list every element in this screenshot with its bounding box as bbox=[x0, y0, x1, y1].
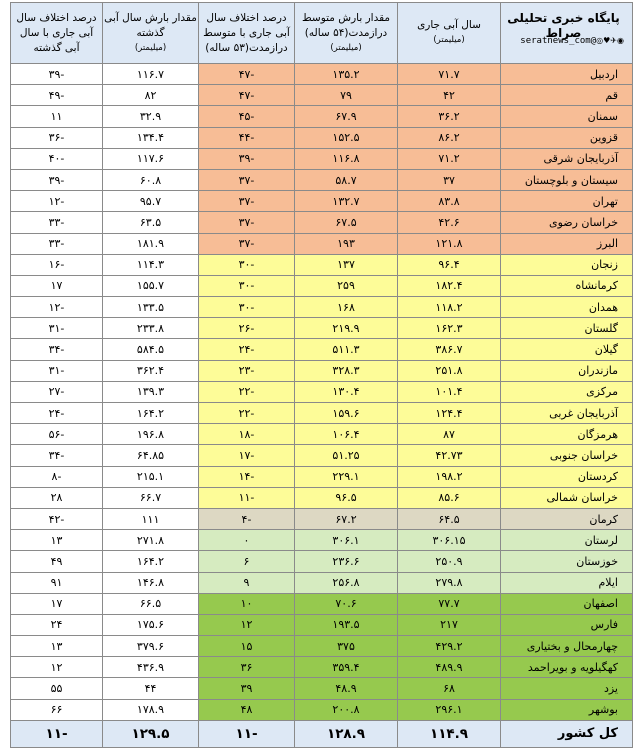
long-term-average-cell: ۱۵۲.۵ bbox=[295, 127, 398, 148]
diff-previous-cell: -۵۶ bbox=[11, 424, 103, 445]
long-term-average-cell: ۷۰.۶ bbox=[295, 593, 398, 614]
table-row bbox=[11, 572, 633, 593]
previous-year-cell: ۹۵.۷ bbox=[103, 191, 199, 212]
table-row bbox=[11, 212, 633, 233]
diff-previous-cell: ۲۴ bbox=[11, 614, 103, 635]
diff-average-cell: -۱۱ bbox=[199, 487, 295, 508]
current-year-cell: ۸۳.۸ bbox=[398, 191, 501, 212]
table-row bbox=[11, 275, 633, 296]
long-term-average-cell: ۱۹۳.۵ bbox=[295, 614, 398, 635]
previous-year-cell: ۱۳۹.۳ bbox=[103, 381, 199, 402]
current-year-cell: ۱۹۸.۲ bbox=[398, 466, 501, 487]
province-cell: اردبیل bbox=[501, 64, 633, 85]
current-year-cell: ۲۵۰.۹ bbox=[398, 551, 501, 572]
long-term-average-cell: ۶۷.۵ bbox=[295, 212, 398, 233]
table-row bbox=[11, 381, 633, 402]
table-row bbox=[11, 318, 633, 339]
diff-previous-cell: -۳۳ bbox=[11, 233, 103, 254]
diff-average-cell: -۴۷ bbox=[199, 64, 295, 85]
long-term-average-cell: ۵۱۱.۳ bbox=[295, 339, 398, 360]
long-term-average-cell: ۲۲۹.۱ bbox=[295, 466, 398, 487]
previous-year-cell: ۱۱۷.۶ bbox=[103, 148, 199, 169]
current-year-cell: ۱۱۸.۲ bbox=[398, 297, 501, 318]
previous-year-cell: ۶۶.۷ bbox=[103, 487, 199, 508]
province-cell: سیستان و بلوچستان bbox=[501, 169, 633, 190]
province-header bbox=[501, 3, 633, 64]
diff-average-cell: ۳۶ bbox=[199, 657, 295, 678]
table-row bbox=[11, 85, 633, 106]
table-row bbox=[11, 593, 633, 614]
province-cell: گلستان bbox=[501, 318, 633, 339]
diff-previous-cell: -۳۴ bbox=[11, 339, 103, 360]
rainfall-table bbox=[10, 2, 633, 748]
long-term-average-cell: ۱۰۶.۴ bbox=[295, 424, 398, 445]
long-term-average-cell: ۱۳۰.۴ bbox=[295, 381, 398, 402]
table-row bbox=[11, 403, 633, 424]
diff-average-cell: -۳۹ bbox=[199, 148, 295, 169]
previous-year-cell: ۱۴۶.۸ bbox=[103, 572, 199, 593]
province-cell: بوشهر bbox=[501, 699, 633, 720]
current-year-cell: ۳۸۶.۷ bbox=[398, 339, 501, 360]
long-term-average-cell: ۳۰۶.۱ bbox=[295, 530, 398, 551]
province-cell: البرز bbox=[501, 233, 633, 254]
table-row bbox=[11, 699, 633, 720]
diff-previous-cell: -۲۷ bbox=[11, 381, 103, 402]
previous-year-cell: ۶۰.۸ bbox=[103, 169, 199, 190]
current-year-cell: ۳۶.۲ bbox=[398, 106, 501, 127]
current-year-cell: ۶۸ bbox=[398, 678, 501, 699]
long-term-average-cell: ۲۳۶.۶ bbox=[295, 551, 398, 572]
province-cell: آذربایجان شرقی bbox=[501, 148, 633, 169]
table-row bbox=[11, 64, 633, 85]
current-year-cell: ۲۹۶.۱ bbox=[398, 699, 501, 720]
header-previous-year-unit: (میلیمتر) bbox=[134, 42, 167, 53]
province-cell: مرکزی bbox=[501, 381, 633, 402]
previous-year-cell: ۱۱۴.۳ bbox=[103, 254, 199, 275]
province-cell: خراسان رضوی bbox=[501, 212, 633, 233]
previous-year-cell: ۶۶.۵ bbox=[103, 593, 199, 614]
province-cell: اصفهان bbox=[501, 593, 633, 614]
header-diff-average bbox=[199, 3, 295, 64]
diff-previous-cell: -۱۲ bbox=[11, 191, 103, 212]
current-year-cell: ۴۲۹.۲ bbox=[398, 636, 501, 657]
diff-previous-cell: -۳۹ bbox=[11, 169, 103, 190]
previous-year-cell: ۵۸۴.۵ bbox=[103, 339, 199, 360]
table-row bbox=[11, 339, 633, 360]
total-current: ۱۱۴.۹ bbox=[398, 720, 501, 747]
current-year-cell: ۷۷.۷ bbox=[398, 593, 501, 614]
header-current-year-unit: (میلیمتر) bbox=[433, 35, 465, 45]
diff-average-cell: -۳۰ bbox=[199, 275, 295, 296]
province-cell: قم bbox=[501, 85, 633, 106]
diff-previous-cell: -۴۰ bbox=[11, 148, 103, 169]
table-row bbox=[11, 169, 633, 190]
table-row bbox=[11, 148, 633, 169]
header-long-term-average-text: مقدار بارش متوسط درازمدت(۵۴ ساله) bbox=[301, 11, 391, 39]
long-term-average-cell: ۲۵۹ bbox=[295, 275, 398, 296]
long-term-average-cell: ۱۹۳ bbox=[295, 233, 398, 254]
previous-year-cell: ۶۴.۸۵ bbox=[103, 445, 199, 466]
current-year-cell: ۳۰۶.۱۵ bbox=[398, 530, 501, 551]
header-previous-year bbox=[103, 3, 199, 64]
province-cell: هرمزگان bbox=[501, 424, 633, 445]
province-cell: خوزستان bbox=[501, 551, 633, 572]
long-term-average-cell: ۷۹ bbox=[295, 85, 398, 106]
total-diff-previous: -۱۱ bbox=[11, 720, 103, 747]
diff-average-cell: -۲۲ bbox=[199, 381, 295, 402]
header-current-year-text: سال آبی جاری bbox=[417, 19, 481, 31]
current-year-cell: ۴۲.۶ bbox=[398, 212, 501, 233]
diff-previous-cell: ۵۵ bbox=[11, 678, 103, 699]
diff-previous-cell: ۴۹ bbox=[11, 551, 103, 572]
current-year-cell: ۳۷ bbox=[398, 169, 501, 190]
province-cell: کرمان bbox=[501, 508, 633, 529]
table-row bbox=[11, 530, 633, 551]
previous-year-cell: ۲۱۵.۱ bbox=[103, 466, 199, 487]
diff-previous-cell: -۱۲ bbox=[11, 297, 103, 318]
table-row bbox=[11, 360, 633, 381]
province-cell: زنجان bbox=[501, 254, 633, 275]
table-row bbox=[11, 233, 633, 254]
previous-year-cell: ۳۲.۹ bbox=[103, 106, 199, 127]
table-row bbox=[11, 551, 633, 572]
long-term-average-cell: ۱۶۸ bbox=[295, 297, 398, 318]
province-cell: سمنان bbox=[501, 106, 633, 127]
table-row bbox=[11, 657, 633, 678]
previous-year-cell: ۳۷۹.۶ bbox=[103, 636, 199, 657]
previous-year-cell: ۱۳۴.۴ bbox=[103, 127, 199, 148]
diff-previous-cell: ۱۷ bbox=[11, 275, 103, 296]
current-year-cell: ۱۸۲.۴ bbox=[398, 275, 501, 296]
previous-year-cell: ۴۴ bbox=[103, 678, 199, 699]
previous-year-cell: ۱۷۵.۶ bbox=[103, 614, 199, 635]
diff-previous-cell: -۳۴ bbox=[11, 445, 103, 466]
table-row bbox=[11, 678, 633, 699]
long-term-average-cell: ۶۷.۹ bbox=[295, 106, 398, 127]
diff-average-cell: -۴ bbox=[199, 508, 295, 529]
diff-average-cell: ۴۸ bbox=[199, 699, 295, 720]
long-term-average-cell: ۱۵۹.۶ bbox=[295, 403, 398, 424]
diff-previous-cell: -۳۱ bbox=[11, 360, 103, 381]
total-diff-average: -۱۱ bbox=[199, 720, 295, 747]
province-cell: خراسان شمالی bbox=[501, 487, 633, 508]
diff-previous-cell: -۳۹ bbox=[11, 64, 103, 85]
diff-previous-cell: ۲۸ bbox=[11, 487, 103, 508]
brand-handle-line bbox=[520, 33, 626, 49]
diff-average-cell: -۱۷ bbox=[199, 445, 295, 466]
diff-average-cell: ۳۹ bbox=[199, 678, 295, 699]
long-term-average-cell: ۲۵۶.۸ bbox=[295, 572, 398, 593]
table-row bbox=[11, 445, 633, 466]
table-row bbox=[11, 424, 633, 445]
table-row bbox=[11, 254, 633, 275]
diff-previous-cell: ۱۷ bbox=[11, 593, 103, 614]
diff-average-cell: -۲۶ bbox=[199, 318, 295, 339]
province-cell: تهران bbox=[501, 191, 633, 212]
diff-average-cell: ۱۲ bbox=[199, 614, 295, 635]
diff-previous-cell: -۳۶ bbox=[11, 127, 103, 148]
header-diff-previous-text: درصد اختلاف سال آبی جاری با سال آبی گذشته bbox=[16, 11, 97, 54]
total-previous: ۱۲۹.۵ bbox=[103, 720, 199, 747]
total-row bbox=[11, 720, 633, 747]
diff-previous-cell: -۳۱ bbox=[11, 318, 103, 339]
header-previous-year-text: مقدار بارش سال آبی گذشته bbox=[104, 11, 197, 39]
previous-year-cell: ۱۶۴.۲ bbox=[103, 551, 199, 572]
table-row bbox=[11, 106, 633, 127]
header-long-term-average bbox=[295, 3, 398, 64]
province-cell: ایلام bbox=[501, 572, 633, 593]
table-row bbox=[11, 127, 633, 148]
previous-year-cell: ۱۱۶.۷ bbox=[103, 64, 199, 85]
current-year-cell: ۴۲ bbox=[398, 85, 501, 106]
current-year-cell: ۷۱.۷ bbox=[398, 64, 501, 85]
total-average: ۱۲۸.۹ bbox=[295, 720, 398, 747]
province-cell: کهگیلویه و بویراحمد bbox=[501, 657, 633, 678]
table-row bbox=[11, 191, 633, 212]
current-year-cell: ۱۲۴.۴ bbox=[398, 403, 501, 424]
current-year-cell: ۱۰۱.۴ bbox=[398, 381, 501, 402]
long-term-average-cell: ۵۱.۲۵ bbox=[295, 445, 398, 466]
diff-average-cell: -۳۷ bbox=[199, 212, 295, 233]
diff-average-cell: -۳۷ bbox=[199, 169, 295, 190]
diff-average-cell: -۲۴ bbox=[199, 339, 295, 360]
province-cell: مازندران bbox=[501, 360, 633, 381]
current-year-cell: ۱۶۲.۳ bbox=[398, 318, 501, 339]
diff-average-cell: -۱۸ bbox=[199, 424, 295, 445]
diff-previous-cell: ۹۱ bbox=[11, 572, 103, 593]
brand-handle: @seratnews_com bbox=[520, 36, 597, 46]
province-cell: یزد bbox=[501, 678, 633, 699]
diff-average-cell: -۴۵ bbox=[199, 106, 295, 127]
current-year-cell: ۱۲۱.۸ bbox=[398, 233, 501, 254]
total-province: کل کشور bbox=[501, 720, 633, 747]
previous-year-cell: ۱۱۱ bbox=[103, 508, 199, 529]
province-cell: گیلان bbox=[501, 339, 633, 360]
long-term-average-cell: ۵۸.۷ bbox=[295, 169, 398, 190]
previous-year-cell: ۱۶۴.۲ bbox=[103, 403, 199, 424]
long-term-average-cell: ۱۳۲.۷ bbox=[295, 191, 398, 212]
current-year-cell: ۴۸۹.۹ bbox=[398, 657, 501, 678]
table-row bbox=[11, 487, 633, 508]
diff-average-cell: ۶ bbox=[199, 551, 295, 572]
diff-previous-cell: ۱۲ bbox=[11, 657, 103, 678]
current-year-cell: ۸۷ bbox=[398, 424, 501, 445]
diff-previous-cell: -۴۲ bbox=[11, 508, 103, 529]
province-cell: کرمانشاه bbox=[501, 275, 633, 296]
long-term-average-cell: ۴۸.۹ bbox=[295, 678, 398, 699]
current-year-cell: ۲۵۱.۸ bbox=[398, 360, 501, 381]
province-cell: همدان bbox=[501, 297, 633, 318]
current-year-cell: ۶۴.۵ bbox=[398, 508, 501, 529]
long-term-average-cell: ۱۱۶.۸ bbox=[295, 148, 398, 169]
rainfall-table-container bbox=[10, 2, 632, 748]
diff-previous-cell: -۱۶ bbox=[11, 254, 103, 275]
current-year-cell: ۲۷۹.۸ bbox=[398, 572, 501, 593]
diff-average-cell: -۳۷ bbox=[199, 233, 295, 254]
previous-year-cell: ۳۶۲.۴ bbox=[103, 360, 199, 381]
current-year-cell: ۸۵.۶ bbox=[398, 487, 501, 508]
previous-year-cell: ۱۳۳.۵ bbox=[103, 297, 199, 318]
previous-year-cell: ۸۲ bbox=[103, 85, 199, 106]
current-year-cell: ۲۱۷ bbox=[398, 614, 501, 635]
previous-year-cell: ۱۷۸.۹ bbox=[103, 699, 199, 720]
table-row bbox=[11, 614, 633, 635]
header-diff-average-text: درصد اختلاف سال آبی جاری با متوسط درازمدت(۵۳ ساله) bbox=[203, 11, 290, 54]
previous-year-cell: ۲۳۳.۸ bbox=[103, 318, 199, 339]
previous-year-cell: ۲۷۱.۸ bbox=[103, 530, 199, 551]
diff-previous-cell: ۱۳ bbox=[11, 636, 103, 657]
diff-average-cell: ۱۵ bbox=[199, 636, 295, 657]
diff-previous-cell: -۲۴ bbox=[11, 403, 103, 424]
long-term-average-cell: ۳۵۹.۴ bbox=[295, 657, 398, 678]
table-row bbox=[11, 297, 633, 318]
diff-average-cell: -۳۰ bbox=[199, 297, 295, 318]
long-term-average-cell: ۱۳۵.۲ bbox=[295, 64, 398, 85]
diff-previous-cell: ۱۳ bbox=[11, 530, 103, 551]
province-cell: آذربایجان غربی bbox=[501, 403, 633, 424]
header-current-year bbox=[398, 3, 501, 64]
diff-previous-cell: ۱۱ bbox=[11, 106, 103, 127]
province-cell: فارس bbox=[501, 614, 633, 635]
province-cell: چهارمحال و بختیاری bbox=[501, 636, 633, 657]
header-row bbox=[11, 3, 633, 64]
diff-average-cell: -۴۴ bbox=[199, 127, 295, 148]
diff-average-cell: ۰ bbox=[199, 530, 295, 551]
diff-previous-cell: -۳۳ bbox=[11, 212, 103, 233]
previous-year-cell: ۱۸۱.۹ bbox=[103, 233, 199, 254]
province-cell: خراسان جنوبی bbox=[501, 445, 633, 466]
province-cell: کردستان bbox=[501, 466, 633, 487]
diff-average-cell: -۳۷ bbox=[199, 191, 295, 212]
brand-name: پایگاه خبری تحلیلی صراط bbox=[507, 11, 620, 40]
long-term-average-cell: ۲۱۹.۹ bbox=[295, 318, 398, 339]
header-long-term-average-unit: (میلیمتر) bbox=[330, 42, 362, 53]
diff-previous-cell: -۸ bbox=[11, 466, 103, 487]
current-year-cell: ۷۱.۲ bbox=[398, 148, 501, 169]
previous-year-cell: ۶۳.۵ bbox=[103, 212, 199, 233]
long-term-average-cell: ۲۰۰.۸ bbox=[295, 699, 398, 720]
social-icons: ◉✈♥◎ bbox=[596, 36, 624, 45]
previous-year-cell: ۴۳۶.۹ bbox=[103, 657, 199, 678]
diff-average-cell: -۲۲ bbox=[199, 403, 295, 424]
long-term-average-cell: ۹۶.۵ bbox=[295, 487, 398, 508]
province-cell: قزوین bbox=[501, 127, 633, 148]
header-diff-previous bbox=[11, 3, 103, 64]
long-term-average-cell: ۳۷۵ bbox=[295, 636, 398, 657]
table-row bbox=[11, 466, 633, 487]
previous-year-cell: ۱۵۵.۷ bbox=[103, 275, 199, 296]
previous-year-cell: ۱۹۶.۸ bbox=[103, 424, 199, 445]
province-cell: لرستان bbox=[501, 530, 633, 551]
diff-average-cell: -۴۷ bbox=[199, 85, 295, 106]
table-row bbox=[11, 636, 633, 657]
diff-previous-cell: -۴۹ bbox=[11, 85, 103, 106]
long-term-average-cell: ۱۳۷ bbox=[295, 254, 398, 275]
current-year-cell: ۴۲.۷۳ bbox=[398, 445, 501, 466]
current-year-cell: ۸۶.۲ bbox=[398, 127, 501, 148]
diff-average-cell: -۲۳ bbox=[199, 360, 295, 381]
long-term-average-cell: ۳۲۸.۳ bbox=[295, 360, 398, 381]
diff-average-cell: -۳۰ bbox=[199, 254, 295, 275]
diff-previous-cell: ۶۶ bbox=[11, 699, 103, 720]
long-term-average-cell: ۶۷.۲ bbox=[295, 508, 398, 529]
current-year-cell: ۹۶.۴ bbox=[398, 254, 501, 275]
table-body bbox=[11, 64, 633, 721]
diff-average-cell: ۱۰ bbox=[199, 593, 295, 614]
diff-average-cell: -۱۴ bbox=[199, 466, 295, 487]
table-row bbox=[11, 508, 633, 529]
diff-average-cell: ۹ bbox=[199, 572, 295, 593]
